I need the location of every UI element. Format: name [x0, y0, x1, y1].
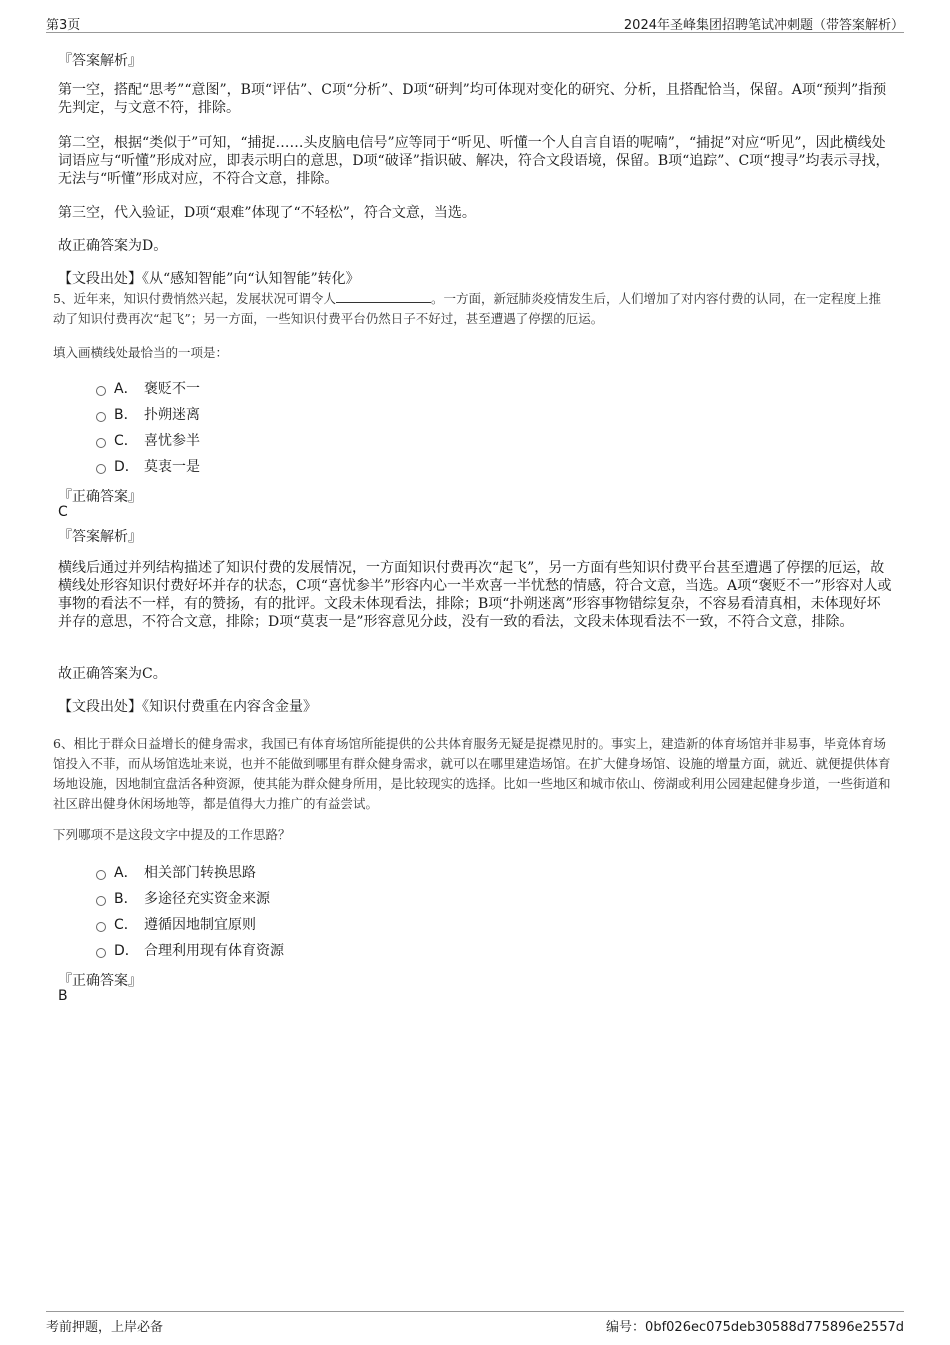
option-letter: D． — [114, 459, 139, 475]
option-c[interactable] — [96, 430, 200, 450]
analysis-conclusion: 故正确答案为D。 — [58, 238, 168, 254]
radio-button[interactable] — [96, 386, 106, 396]
radio-button[interactable] — [96, 896, 106, 906]
question-6-stem — [53, 734, 892, 814]
question-prompt: 下列哪项不是这段文字中提及的工作思路？ — [53, 827, 291, 842]
radio-button[interactable] — [96, 948, 106, 958]
radio-button[interactable] — [96, 438, 106, 448]
option-letter: C． — [114, 917, 138, 933]
correct-answer: B — [58, 988, 68, 1004]
analysis-paragraph-3: 第三空，代入验证，D项“艰难”体现了“不轻松”，符合文意，当选。 — [58, 205, 476, 221]
option-d[interactable] — [96, 456, 200, 476]
option-b[interactable] — [96, 888, 270, 908]
page-header — [46, 12, 904, 33]
option-a[interactable] — [96, 862, 256, 882]
correct-answer: C — [58, 504, 68, 520]
analysis-label: 『答案解析』 — [58, 53, 142, 69]
question-text-part-2: 。一方面，新冠肺炎疫情发生后，人们增加了对内容付费的认同，在一定程度上推动了知识付费再次“起飞”；另一方面，一些知识付费平台仍然日子不好过，甚至遭遇了停摆的厄运。 — [53, 291, 881, 326]
option-text: 合理利用现有体育资源 — [144, 943, 284, 959]
page-footer — [46, 1311, 904, 1334]
question-number: 5、 — [53, 291, 74, 306]
option-letter: A． — [114, 865, 138, 881]
document-id: 编号：0bf026ec075deb30588d775896e2557d — [606, 1320, 904, 1335]
option-text: 喜忧参半 — [144, 433, 200, 449]
answer-blank — [336, 290, 431, 303]
option-a[interactable] — [96, 378, 200, 398]
option-text: 多途径充实资金来源 — [144, 891, 270, 907]
question-number: 6、 — [53, 736, 74, 751]
radio-button[interactable] — [96, 922, 106, 932]
option-letter: D． — [114, 943, 139, 959]
question-prompt: 填入画横线处最恰当的一项是： — [53, 345, 229, 360]
option-text: 遵循因地制宜原则 — [144, 917, 256, 933]
footer-slogan: 考前押题，上岸必备 — [46, 1320, 164, 1335]
option-letter: B． — [114, 891, 138, 907]
analysis-paragraph: 横线后通过并列结构描述了知识付费的发展情况，一方面知识付费再次“起飞”，另一方面有些知识付费平台甚至遭遇了停摆的厄运，故横线处形容知识付费好坏并存的状态，C项“喜忧参半”形容内心一半欢喜一半忧愁的情感，符合文意，当选。A项“褒贬不一”形容对人或事物的看法不一样，有的赞扬，有的批评。文段未体现看法，排除；B项“扑朔迷离”形容事物错综复杂，不容易看清真相，未体现好坏并存的意思，不符合文意，排除；D项“莫衷一是”形容意见分歧，没有一致的看法，文段未体现看法不一致，不符合文意，排除。 — [58, 560, 892, 630]
option-text: 褒贬不一 — [144, 381, 200, 397]
option-c[interactable] — [96, 914, 256, 934]
question-text: 相比于群众日益增长的健身需求，我国已有体育场馆所能提供的公共体育服务无疑是捉襟见肘的。事实上，建造新的体育场馆并非易事，毕竟体育场馆投入不菲，而从场馆选址来说，也并不能做到哪里有群众健身需求，就可以在哪里建造场馆。在扩大健身场馆、设施的增量方面，就近、就便提供体育场地设施，因地制宜盘活各种资源，使其能为群众健身所用，是比较现实的选择。比如一些地区和城市依山、傍湖或利用公园建起健身步道，一些街道和社区辟出健身休闲场地等，都是值得大力推广的有益尝试。 — [53, 736, 891, 811]
document-title: 2024年圣峰集团招聘笔试冲刺题（带答案解析） — [623, 18, 904, 33]
option-letter: C． — [114, 433, 138, 449]
analysis-paragraph-1: 第一空，搭配“思考”“意图”，B项“评估”、C项“分析”、D项“研判”均可体现对变化的研究、分析，且搭配恰当，保留。A项“预判”指预先判定，与文意不符，排除。 — [58, 82, 887, 116]
radio-button[interactable] — [96, 412, 106, 422]
option-text: 扑朔迷离 — [144, 407, 200, 423]
radio-button[interactable] — [96, 870, 106, 880]
option-d[interactable] — [96, 940, 284, 960]
question-5-stem — [53, 289, 892, 329]
option-letter: A． — [114, 381, 138, 397]
analysis-conclusion: 故正确答案为C。 — [58, 666, 167, 682]
page-number: 第3页 — [46, 18, 81, 33]
analysis-label: 『答案解析』 — [58, 529, 142, 545]
option-b[interactable] — [96, 404, 200, 424]
correct-answer-label: 『正确答案』 — [58, 489, 142, 505]
correct-answer-label: 『正确答案』 — [58, 973, 142, 989]
source-citation: 【文段出处】《知识付费重在内容含金量》 — [58, 699, 317, 715]
option-text: 相关部门转换思路 — [144, 865, 256, 881]
question-text-part-1: 近年来，知识付费悄然兴起，发展状况可谓令人 — [73, 291, 336, 306]
radio-button[interactable] — [96, 464, 106, 474]
option-text: 莫衷一是 — [144, 459, 200, 475]
option-letter: B． — [114, 407, 138, 423]
source-citation: 【文段出处】《从“感知智能”向“认知智能”转化》 — [58, 271, 360, 287]
analysis-paragraph-2: 第二空，根据“类似于”可知，“捕捉……头皮脑电信号”应等同于“听见、听懂一个人自言自语的呢喃”，“捕捉”对应“听见”，因此横线处词语应与“听懂”形成对应，即表示明白的意思，D项“破译”指识破、解决，符合文段语境，保留。B项“追踪”、C项“搜寻”均表示寻找，无法与“听懂”形成对应，不符合文意，排除。 — [58, 135, 890, 187]
